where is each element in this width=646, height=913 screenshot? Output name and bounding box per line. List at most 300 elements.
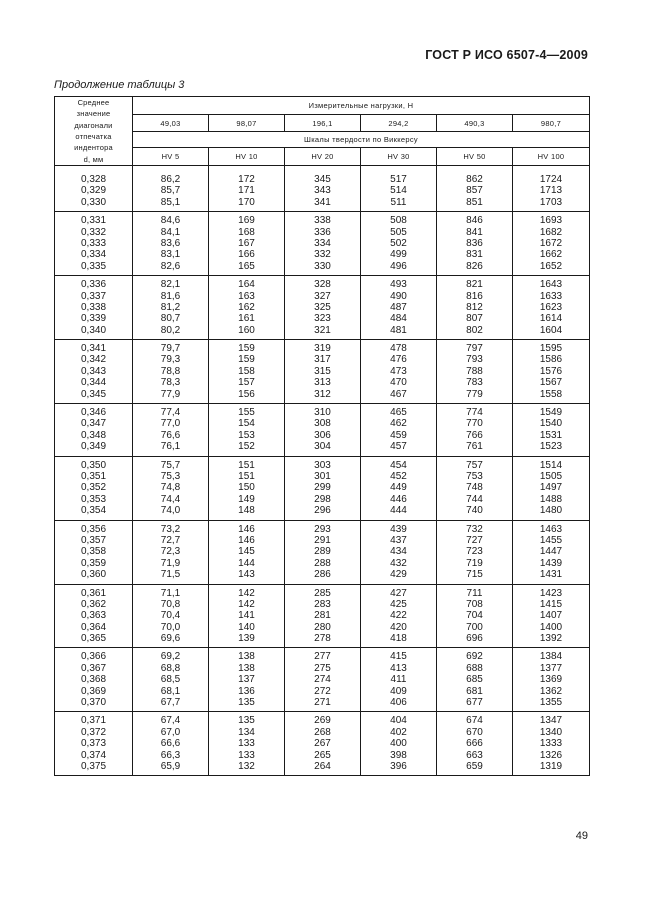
- diagonal-value: 0,366: [80, 651, 107, 663]
- hardness-column-cell: [285, 212, 361, 276]
- vickers-hardness-table: [54, 96, 590, 776]
- load-value: 980,7: [513, 115, 590, 132]
- hardness-column-cell: [133, 212, 209, 276]
- row-group: [55, 212, 590, 276]
- diagonal-value: 0,333: [80, 237, 107, 249]
- hardness-column-cell: [133, 520, 209, 584]
- hardness-value: 1362: [539, 685, 563, 697]
- hardness-column-cell: [133, 340, 209, 404]
- hardness-value: 1682: [539, 226, 563, 238]
- hardness-value: 821: [466, 279, 483, 291]
- scale-label: HV 20: [285, 148, 361, 166]
- diagonal-value: 0,346: [80, 407, 107, 419]
- hardness-value: 1480: [539, 505, 563, 517]
- hardness-value: 334: [314, 237, 331, 249]
- load-value: 490,3: [437, 115, 513, 132]
- hardness-value: 700: [466, 621, 483, 633]
- hardness-value: 164: [238, 279, 255, 291]
- hardness-value: 169: [238, 215, 255, 227]
- hardness-value: 148: [238, 505, 255, 517]
- diagonal-column-cell: [55, 276, 133, 340]
- hardness-value: 1514: [539, 459, 563, 471]
- hardness-value: 80,7: [160, 313, 181, 325]
- row-group: [55, 340, 590, 404]
- hardness-column-cell: [437, 520, 513, 584]
- hardness-value: 1549: [539, 407, 563, 419]
- hardness-value: 296: [314, 505, 331, 517]
- hardness-value: 841: [466, 226, 483, 238]
- hardness-column-cell: [209, 584, 285, 648]
- hardness-value: 84,6: [160, 215, 181, 227]
- hardness-value: 85,7: [160, 185, 181, 197]
- hardness-column-cell: [361, 712, 437, 776]
- hardness-value: 77,4: [160, 407, 181, 419]
- hardness-column-cell: [437, 712, 513, 776]
- diagonal-value: 0,347: [80, 418, 107, 430]
- hardness-value: 774: [466, 407, 483, 419]
- diagonal-value: 0,349: [80, 441, 107, 453]
- hardness-column-cell: [209, 648, 285, 712]
- hardness-value: 740: [466, 505, 483, 517]
- hardness-value: 132: [238, 760, 255, 772]
- page-number: 49: [575, 830, 588, 842]
- hardness-value: 476: [390, 354, 407, 366]
- hardness-column-cell: [209, 520, 285, 584]
- hardness-value: 321: [314, 324, 331, 336]
- hardness-value: 159: [238, 343, 255, 355]
- hardness-value: 167: [238, 237, 255, 249]
- hardness-value: 1369: [539, 674, 563, 686]
- hardness-value: 280: [314, 621, 331, 633]
- hardness-value: 1423: [539, 587, 563, 599]
- hardness-value: 402: [390, 726, 407, 738]
- diagonal-value: 0,372: [80, 726, 107, 738]
- hardness-value: 312: [314, 388, 331, 400]
- hardness-value: 159: [238, 354, 255, 366]
- diagonal-value: 0,335: [80, 260, 107, 272]
- hardness-value: 753: [466, 470, 483, 482]
- hardness-value: 304: [314, 441, 331, 453]
- diagonal-value: 0,344: [80, 377, 107, 389]
- hardness-value: 341: [314, 196, 331, 208]
- hardness-column-cell: [437, 276, 513, 340]
- hardness-value: 306: [314, 429, 331, 441]
- hardness-value: 1703: [539, 196, 563, 208]
- hardness-value: 71,5: [160, 569, 181, 581]
- hardness-column-cell: [209, 456, 285, 520]
- hardness-value: 160: [238, 324, 255, 336]
- hardness-value: 265: [314, 749, 331, 761]
- hardness-value: 155: [238, 407, 255, 419]
- hardness-value: 133: [238, 738, 255, 750]
- hardness-value: 487: [390, 301, 407, 313]
- hardness-value: 748: [466, 482, 483, 494]
- hardness-column-cell: [133, 584, 209, 648]
- hardness-value: 432: [390, 557, 407, 569]
- hardness-column-cell: [513, 212, 590, 276]
- hardness-value: 135: [238, 697, 255, 709]
- hardness-value: 274: [314, 674, 331, 686]
- hardness-value: 398: [390, 749, 407, 761]
- hardness-value: 141: [238, 610, 255, 622]
- hardness-column-cell: [361, 584, 437, 648]
- hardness-column-cell: [513, 584, 590, 648]
- hardness-value: 139: [238, 633, 255, 645]
- hardness-value: 1392: [539, 633, 563, 645]
- diagonal-value: 0,367: [80, 662, 107, 674]
- hardness-value: 422: [390, 610, 407, 622]
- hardness-value: 1623: [539, 301, 563, 313]
- hardness-value: 816: [466, 290, 483, 302]
- hardness-value: 343: [314, 185, 331, 197]
- hardness-value: 831: [466, 249, 483, 261]
- diagonal-column-cell: [55, 171, 133, 212]
- hardness-value: 332: [314, 249, 331, 261]
- hardness-value: 1447: [539, 546, 563, 558]
- hardness-value: 514: [390, 185, 407, 197]
- hardness-value: 171: [238, 185, 255, 197]
- hardness-value: 272: [314, 685, 331, 697]
- diagonal-value: 0,336: [80, 279, 107, 291]
- hardness-column-cell: [285, 712, 361, 776]
- hardness-value: 70,0: [160, 621, 181, 633]
- diagonal-column-cell: [55, 340, 133, 404]
- hardness-value: 1439: [539, 557, 563, 569]
- hardness-value: 674: [466, 715, 483, 727]
- hardness-value: 793: [466, 354, 483, 366]
- hardness-value: 505: [390, 226, 407, 238]
- hardness-value: 411: [390, 674, 407, 686]
- hardness-value: 708: [466, 598, 483, 610]
- diagonal-header-line: диагонали: [74, 120, 113, 130]
- hardness-value: 138: [238, 662, 255, 674]
- diagonal-value: 0,351: [80, 470, 107, 482]
- hardness-column-cell: [513, 712, 590, 776]
- hardness-column-cell: [437, 648, 513, 712]
- hardness-value: 1407: [539, 610, 563, 622]
- diagonal-value: 0,332: [80, 226, 107, 238]
- hardness-column-cell: [285, 584, 361, 648]
- hardness-value: 1455: [539, 534, 563, 546]
- diagonal-header: [55, 97, 133, 166]
- hardness-value: 1652: [539, 260, 563, 272]
- diagonal-column-cell: [55, 520, 133, 584]
- diagonal-column-cell: [55, 212, 133, 276]
- hardness-value: 1576: [539, 365, 563, 377]
- diagonal-value: 0,360: [80, 569, 107, 581]
- diagonal-value: 0,375: [80, 760, 107, 772]
- hardness-value: 264: [314, 760, 331, 772]
- scale-label: HV 50: [437, 148, 513, 166]
- hardness-value: 1531: [539, 429, 563, 441]
- hardness-value: 134: [238, 726, 255, 738]
- hardness-value: 137: [238, 674, 255, 686]
- hardness-column-cell: [209, 171, 285, 212]
- hardness-value: 328: [314, 279, 331, 291]
- hardness-value: 69,2: [160, 651, 181, 663]
- hardness-value: 70,8: [160, 598, 181, 610]
- hardness-value: 145: [238, 546, 255, 558]
- hardness-value: 66,6: [160, 738, 181, 750]
- hardness-value: 308: [314, 418, 331, 430]
- hardness-value: 1614: [539, 313, 563, 325]
- hardness-value: 323: [314, 313, 331, 325]
- hardness-value: 481: [390, 324, 407, 336]
- row-group: [55, 276, 590, 340]
- hardness-value: 723: [466, 546, 483, 558]
- hardness-value: 85,1: [160, 196, 181, 208]
- hardness-value: 70,4: [160, 610, 181, 622]
- hardness-value: 452: [390, 470, 407, 482]
- hardness-value: 301: [314, 470, 331, 482]
- hardness-value: 75,7: [160, 459, 181, 471]
- hardness-value: 404: [390, 715, 407, 727]
- hardness-value: 444: [390, 505, 407, 517]
- hardness-value: 517: [390, 174, 407, 185]
- diagonal-value: 0,373: [80, 738, 107, 750]
- hardness-value: 74,0: [160, 505, 181, 517]
- diagonal-value: 0,357: [80, 534, 107, 546]
- diagonal-value: 0,331: [80, 215, 107, 227]
- hardness-column-cell: [285, 404, 361, 457]
- hardness-value: 496: [390, 260, 407, 272]
- scale-label: HV 10: [209, 148, 285, 166]
- diagonal-value: 0,352: [80, 482, 107, 494]
- hardness-value: 1540: [539, 418, 563, 430]
- hardness-value: 327: [314, 290, 331, 302]
- diagonal-value: 0,339: [80, 313, 107, 325]
- hardness-value: 400: [390, 738, 407, 750]
- diagonal-value: 0,369: [80, 685, 107, 697]
- hardness-value: 459: [390, 429, 407, 441]
- hardness-value: 315: [314, 365, 331, 377]
- hardness-value: 79,7: [160, 343, 181, 355]
- hardness-value: 293: [314, 523, 331, 535]
- hardness-column-cell: [209, 404, 285, 457]
- hardness-value: 1377: [539, 662, 563, 674]
- diagonal-value: 0,354: [80, 505, 107, 517]
- hardness-column-cell: [209, 276, 285, 340]
- diagonal-value: 0,362: [80, 598, 107, 610]
- hardness-value: 156: [238, 388, 255, 400]
- hardness-column-cell: [513, 276, 590, 340]
- hardness-value: 81,2: [160, 301, 181, 313]
- hardness-value: 1415: [539, 598, 563, 610]
- hardness-column-cell: [133, 456, 209, 520]
- hardness-value: 71,1: [160, 587, 181, 599]
- hardness-value: 493: [390, 279, 407, 291]
- hardness-value: 437: [390, 534, 407, 546]
- hardness-value: 330: [314, 260, 331, 272]
- hardness-value: 1431: [539, 569, 563, 581]
- hardness-value: 681: [466, 685, 483, 697]
- hardness-column-cell: [437, 584, 513, 648]
- hardness-value: 846: [466, 215, 483, 227]
- diagonal-value: 0,340: [80, 324, 107, 336]
- diagonal-value: 0,374: [80, 749, 107, 761]
- diagonal-header-line: значение: [76, 109, 111, 119]
- hardness-value: 413: [390, 662, 407, 674]
- hardness-column-cell: [437, 456, 513, 520]
- hardness-value: 812: [466, 301, 483, 313]
- diagonal-column-cell: [55, 404, 133, 457]
- hardness-value: 288: [314, 557, 331, 569]
- hardness-value: 69,6: [160, 633, 181, 645]
- hardness-value: 81,6: [160, 290, 181, 302]
- hardness-value: 685: [466, 674, 483, 686]
- hardness-column-cell: [361, 276, 437, 340]
- hardness-value: 151: [238, 459, 255, 471]
- hardness-value: 862: [466, 174, 483, 185]
- hardness-value: 277: [314, 651, 331, 663]
- hardness-column-cell: [209, 340, 285, 404]
- hardness-value: 802: [466, 324, 483, 336]
- hardness-value: 78,3: [160, 377, 181, 389]
- hardness-value: 511: [390, 196, 407, 208]
- row-group: [55, 404, 590, 457]
- hardness-value: 146: [238, 523, 255, 535]
- hardness-column-cell: [513, 340, 590, 404]
- hardness-value: 143: [238, 569, 255, 581]
- hardness-value: 670: [466, 726, 483, 738]
- hardness-value: 732: [466, 523, 483, 535]
- scale-header: Шкалы твердости по Виккерсу: [133, 132, 590, 148]
- hardness-column-cell: [285, 171, 361, 212]
- hardness-value: 727: [466, 534, 483, 546]
- hardness-value: 1497: [539, 482, 563, 494]
- hardness-value: 427: [390, 587, 407, 599]
- hardness-value: 857: [466, 185, 483, 197]
- diagonal-header-line: d, мм: [83, 154, 104, 164]
- hardness-value: 1604: [539, 324, 563, 336]
- scale-label: HV 100: [513, 148, 590, 166]
- hardness-value: 136: [238, 685, 255, 697]
- hardness-value: 269: [314, 715, 331, 727]
- diagonal-value: 0,370: [80, 697, 107, 709]
- hardness-value: 1713: [539, 185, 563, 197]
- diagonal-value: 0,363: [80, 610, 107, 622]
- row-group: [55, 520, 590, 584]
- hardness-value: 429: [390, 569, 407, 581]
- hardness-column-cell: [513, 648, 590, 712]
- load-value: 98,07: [209, 115, 285, 132]
- hardness-value: 149: [238, 493, 255, 505]
- diagonal-value: 0,345: [80, 388, 107, 400]
- hardness-value: 1347: [539, 715, 563, 727]
- hardness-value: 268: [314, 726, 331, 738]
- hardness-value: 319: [314, 343, 331, 355]
- hardness-value: 68,5: [160, 674, 181, 686]
- hardness-value: 153: [238, 429, 255, 441]
- hardness-value: 757: [466, 459, 483, 471]
- hardness-column-cell: [133, 404, 209, 457]
- hardness-value: 310: [314, 407, 331, 419]
- hardness-column-cell: [513, 520, 590, 584]
- hardness-value: 1340: [539, 726, 563, 738]
- hardness-value: 65,9: [160, 760, 181, 772]
- hardness-value: 1505: [539, 470, 563, 482]
- hardness-value: 140: [238, 621, 255, 633]
- hardness-value: 77,0: [160, 418, 181, 430]
- hardness-value: 285: [314, 587, 331, 599]
- hardness-column-cell: [437, 340, 513, 404]
- hardness-value: 851: [466, 196, 483, 208]
- hardness-value: 80,2: [160, 324, 181, 336]
- hardness-column-cell: [361, 404, 437, 457]
- hardness-value: 142: [238, 598, 255, 610]
- hardness-value: 473: [390, 365, 407, 377]
- hardness-column-cell: [209, 212, 285, 276]
- hardness-value: 71,9: [160, 557, 181, 569]
- hardness-value: 449: [390, 482, 407, 494]
- hardness-value: 168: [238, 226, 255, 238]
- hardness-column-cell: [133, 276, 209, 340]
- hardness-value: 72,3: [160, 546, 181, 558]
- hardness-value: 439: [390, 523, 407, 535]
- diagonal-value: 0,329: [80, 185, 107, 197]
- hardness-value: 303: [314, 459, 331, 471]
- hardness-value: 1586: [539, 354, 563, 366]
- diagonal-value: 0,364: [80, 621, 107, 633]
- hardness-value: 1693: [539, 215, 563, 227]
- hardness-value: 467: [390, 388, 407, 400]
- hardness-column-cell: [361, 520, 437, 584]
- hardness-value: 425: [390, 598, 407, 610]
- hardness-value: 82,6: [160, 260, 181, 272]
- hardness-value: 409: [390, 685, 407, 697]
- hardness-value: 663: [466, 749, 483, 761]
- hardness-value: 291: [314, 534, 331, 546]
- hardness-column-cell: [285, 520, 361, 584]
- hardness-value: 86,2: [160, 174, 181, 185]
- hardness-value: 502: [390, 237, 407, 249]
- hardness-value: 1488: [539, 493, 563, 505]
- hardness-value: 275: [314, 662, 331, 674]
- hardness-column-cell: [285, 648, 361, 712]
- hardness-value: 152: [238, 441, 255, 453]
- hardness-value: 325: [314, 301, 331, 313]
- hardness-value: 271: [314, 697, 331, 709]
- hardness-value: 396: [390, 760, 407, 772]
- hardness-value: 79,3: [160, 354, 181, 366]
- hardness-value: 478: [390, 343, 407, 355]
- hardness-value: 1355: [539, 697, 563, 709]
- hardness-value: 158: [238, 365, 255, 377]
- diagonal-value: 0,371: [80, 715, 107, 727]
- hardness-column-cell: [513, 171, 590, 212]
- hardness-value: 66,3: [160, 749, 181, 761]
- hardness-column-cell: [133, 171, 209, 212]
- hardness-value: 420: [390, 621, 407, 633]
- hardness-value: 696: [466, 633, 483, 645]
- hardness-column-cell: [285, 276, 361, 340]
- diagonal-value: 0,356: [80, 523, 107, 535]
- diagonal-value: 0,338: [80, 301, 107, 313]
- hardness-value: 144: [238, 557, 255, 569]
- scale-label: HV 5: [133, 148, 209, 166]
- hardness-value: 766: [466, 429, 483, 441]
- hardness-value: 1558: [539, 388, 563, 400]
- row-group: [55, 712, 590, 776]
- hardness-value: 172: [238, 174, 255, 185]
- hardness-value: 73,2: [160, 523, 181, 535]
- hardness-value: 470: [390, 377, 407, 389]
- hardness-column-cell: [133, 648, 209, 712]
- diagonal-value: 0,342: [80, 354, 107, 366]
- load-value: 196,1: [285, 115, 361, 132]
- hardness-value: 719: [466, 557, 483, 569]
- hardness-value: 677: [466, 697, 483, 709]
